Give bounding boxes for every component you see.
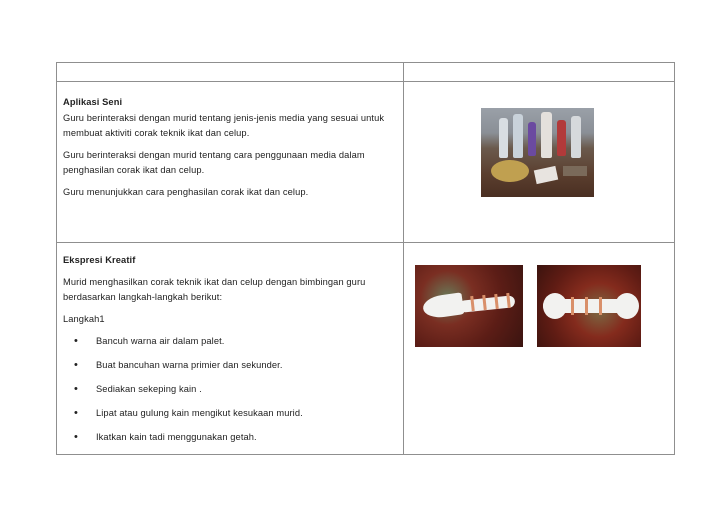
cloth-end-icon (543, 293, 567, 319)
paint-bottle-icon (513, 114, 523, 158)
aplikasi-seni-paragraph-3: Guru menunjukkan cara penghasilan corak ikat dan celup. (63, 187, 309, 197)
paper-icon (533, 166, 557, 184)
aplikasi-seni-paragraph-2: Guru berinteraksi dengan murid tentang cara penggunaan media dalam penghasilan corak ikat dan celup. (63, 150, 365, 175)
rubber-band-icon (585, 297, 588, 315)
list-item: • Bancuh warna air dalam palet. (63, 334, 397, 349)
paint-bottle-icon (571, 116, 581, 158)
paint-bottle-icon (528, 122, 536, 156)
header-cell-right (403, 63, 674, 82)
cloth-icon (421, 292, 464, 319)
list-item: • Sediakan sekeping kain . (63, 382, 397, 397)
row-aplikasi-seni (57, 82, 675, 243)
list-item: • Lipat atau gulung kain mengikut kesukaan murid. (63, 406, 397, 421)
rubber-band-icon (571, 297, 574, 315)
cloth-end-icon (615, 293, 639, 319)
list-item: • Buat bancuhan warna primier dan sekunder. (63, 358, 397, 373)
paint-bottle-icon (499, 118, 508, 158)
paint-bottle-icon (541, 112, 552, 158)
ekspresi-kreatif-intro: Murid menghasilkan corak teknik ikat dan celup dengan bimbingan guru berdasarkan langkah-langkah berikut: (63, 277, 366, 302)
ekspresi-kreatif-heading: Ekspresi Kreatif (63, 255, 136, 265)
lesson-table (56, 62, 675, 455)
rubber-band-icon (599, 297, 602, 315)
ekspresi-kreatif-image-cell (403, 243, 674, 455)
table-header-row (57, 63, 675, 82)
tied-cloth-photo-2 (537, 265, 641, 347)
step-label: Langkah1 (63, 314, 105, 324)
steps-list (63, 334, 397, 445)
aplikasi-seni-text-cell (57, 82, 404, 243)
aplikasi-seni-paragraph-1: Guru berinteraksi dengan murid tentang jenis-jenis media yang sesuai untuk membuat aktiviti corak teknik ikat dan celup. (63, 113, 385, 138)
aplikasi-seni-image-cell (403, 82, 674, 243)
header-cell-left (57, 63, 404, 82)
palette-tray-icon (563, 166, 587, 176)
row-ekspresi-kreatif (57, 243, 675, 455)
ekspresi-kreatif-text-cell (57, 243, 404, 455)
paint-bottle-icon (557, 120, 566, 156)
art-media-photo (481, 108, 594, 197)
aplikasi-seni-heading: Aplikasi Seni (63, 97, 123, 107)
palette-plate-icon (491, 160, 529, 182)
tied-cloth-photo-1 (415, 265, 523, 347)
list-item: • Ikatkan kain tadi menggunakan getah. (63, 430, 397, 445)
